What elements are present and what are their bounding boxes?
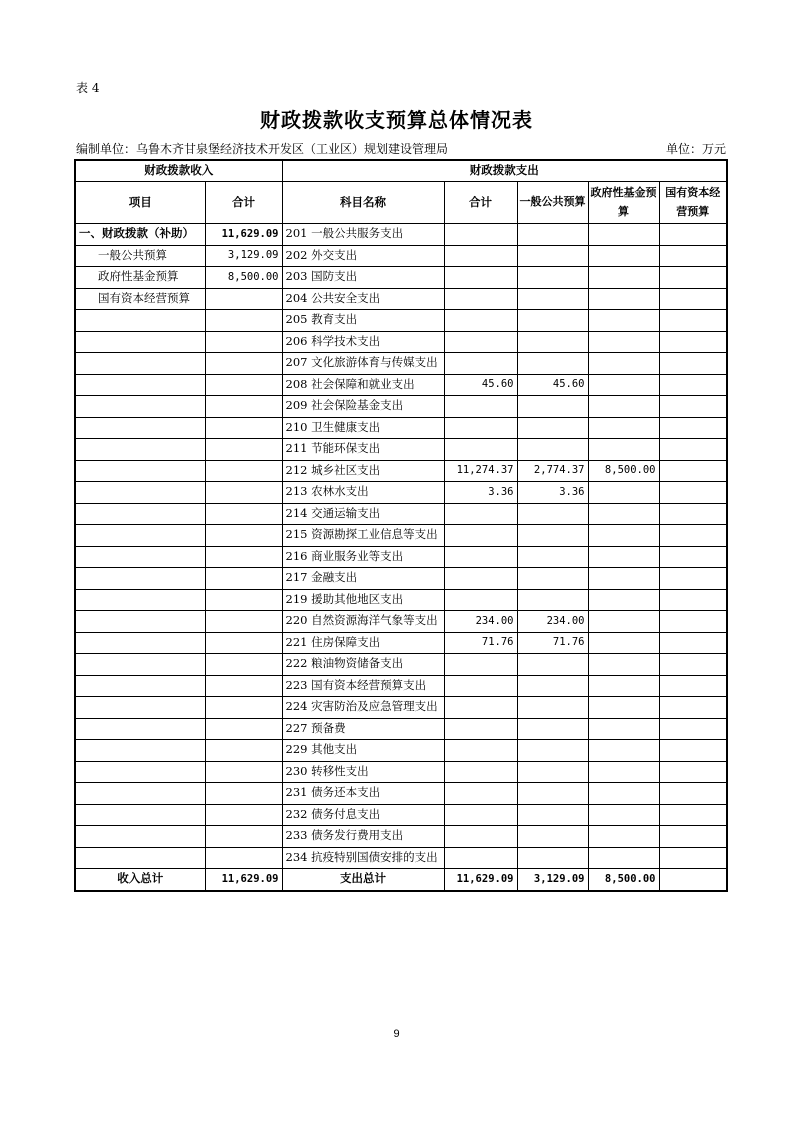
subject-cell: 207 文化旅游体育与传媒支出 <box>282 353 444 375</box>
general-budget-header: 一般公共预算 <box>517 182 588 224</box>
table-row <box>75 826 727 848</box>
state-capital-cell <box>659 654 727 676</box>
state-capital-cell <box>659 826 727 848</box>
expense-total-cell <box>444 525 517 547</box>
state-capital-cell <box>659 224 727 246</box>
item-total-cell <box>205 568 282 590</box>
subject-cell: 222 粮油物资储备支出 <box>282 654 444 676</box>
general-budget-cell <box>517 654 588 676</box>
fund-budget-cell <box>588 396 659 418</box>
fund-budget-cell: 8,500.00 <box>588 460 659 482</box>
state-capital-cell <box>659 353 727 375</box>
item-total-cell <box>205 847 282 869</box>
fund-budget-cell <box>588 847 659 869</box>
state-capital-cell <box>659 546 727 568</box>
item-cell <box>75 826 205 848</box>
expense-total-cell <box>444 783 517 805</box>
header-row-group <box>75 160 727 182</box>
unit-label: 单位：万元 <box>665 142 726 156</box>
item-total-cell <box>205 460 282 482</box>
item-cell <box>75 331 205 353</box>
general-budget-cell: 71.76 <box>517 632 588 654</box>
general-budget-cell <box>517 675 588 697</box>
totals-row <box>75 869 727 891</box>
subject-cell: 220 自然资源海洋气象等支出 <box>282 611 444 633</box>
general-budget-cell <box>517 847 588 869</box>
fund-budget-cell <box>588 245 659 267</box>
general-budget-cell <box>517 589 588 611</box>
expense-total-cell <box>444 503 517 525</box>
subject-cell: 206 科学技术支出 <box>282 331 444 353</box>
expense-total-cell: 45.60 <box>444 374 517 396</box>
fund-budget-cell <box>588 675 659 697</box>
state-capital-cell <box>659 675 727 697</box>
item-total-cell <box>205 761 282 783</box>
item-cell <box>75 761 205 783</box>
subject-cell: 232 债务付息支出 <box>282 804 444 826</box>
item-total-cell <box>205 503 282 525</box>
general-budget-cell <box>517 267 588 289</box>
state-capital-cell <box>659 761 727 783</box>
item-cell: 一、财政拨款（补助） <box>75 224 205 246</box>
expense-total-label: 支出总计 <box>282 869 444 891</box>
table-row <box>75 288 727 310</box>
item-total-cell <box>205 718 282 740</box>
fund-budget-cell <box>588 288 659 310</box>
expense-total-cell <box>444 288 517 310</box>
state-capital-cell <box>659 503 727 525</box>
table-row <box>75 267 727 289</box>
table-row <box>75 783 727 805</box>
item-cell: 国有资本经营预算 <box>75 288 205 310</box>
general-budget-cell <box>517 439 588 461</box>
expense-total-cell: 11,274.37 <box>444 460 517 482</box>
subject-cell: 211 节能环保支出 <box>282 439 444 461</box>
table-row <box>75 374 727 396</box>
item-total-cell: 8,500.00 <box>205 267 282 289</box>
income-group-header: 财政拨款收入 <box>75 160 282 182</box>
table-row <box>75 396 727 418</box>
income-total-label: 收入总计 <box>75 869 205 891</box>
table-row <box>75 804 727 826</box>
expense-total-cell <box>444 224 517 246</box>
item-header: 项目 <box>75 182 205 224</box>
expense-total-value: 11,629.09 <box>444 869 517 891</box>
org-label: 编制单位：乌鲁木齐甘泉堡经济技术开发区（工业区）规划建设管理局 <box>76 142 449 156</box>
item-cell <box>75 740 205 762</box>
item-total-cell <box>205 546 282 568</box>
general-budget-cell <box>517 783 588 805</box>
general-budget-cell <box>517 718 588 740</box>
item-cell <box>75 611 205 633</box>
subject-cell: 231 债务还本支出 <box>282 783 444 805</box>
subject-cell: 208 社会保障和就业支出 <box>282 374 444 396</box>
subject-cell: 213 农林水支出 <box>282 482 444 504</box>
expense-total-cell <box>444 245 517 267</box>
fund-budget-cell <box>588 783 659 805</box>
state-capital-cell <box>659 525 727 547</box>
fund-budget-cell <box>588 417 659 439</box>
general-budget-cell <box>517 396 588 418</box>
item-total-header: 合计 <box>205 182 282 224</box>
expense-total-cell: 234.00 <box>444 611 517 633</box>
subject-cell: 209 社会保险基金支出 <box>282 396 444 418</box>
table-row <box>75 740 727 762</box>
state-capital-cell <box>659 288 727 310</box>
state-capital-cell <box>659 697 727 719</box>
capital-total-value <box>659 869 727 891</box>
subject-cell: 217 金融支出 <box>282 568 444 590</box>
fund-budget-cell <box>588 353 659 375</box>
general-budget-cell <box>517 417 588 439</box>
state-capital-cell <box>659 439 727 461</box>
fund-budget-cell <box>588 482 659 504</box>
fund-budget-cell <box>588 224 659 246</box>
general-budget-cell <box>517 761 588 783</box>
fund-budget-cell <box>588 740 659 762</box>
table-row <box>75 761 727 783</box>
subject-cell: 202 外交支出 <box>282 245 444 267</box>
fund-budget-cell <box>588 525 659 547</box>
table-row <box>75 331 727 353</box>
general-budget-cell <box>517 503 588 525</box>
expense-total-cell <box>444 675 517 697</box>
table-row <box>75 546 727 568</box>
subject-cell: 210 卫生健康支出 <box>282 417 444 439</box>
state-capital-cell <box>659 611 727 633</box>
general-budget-cell <box>517 546 588 568</box>
subject-cell: 233 债务发行费用支出 <box>282 826 444 848</box>
state-capital-cell <box>659 331 727 353</box>
item-cell <box>75 847 205 869</box>
state-capital-header: 国有资本经营预算 <box>659 182 727 224</box>
subject-cell: 229 其他支出 <box>282 740 444 762</box>
item-total-cell <box>205 439 282 461</box>
item-cell <box>75 525 205 547</box>
table-row <box>75 525 727 547</box>
expense-total-cell <box>444 654 517 676</box>
state-capital-cell <box>659 783 727 805</box>
table-row <box>75 675 727 697</box>
expense-total-cell <box>444 847 517 869</box>
state-capital-cell <box>659 267 727 289</box>
item-total-cell <box>205 353 282 375</box>
item-cell <box>75 568 205 590</box>
fund-budget-cell <box>588 546 659 568</box>
table-row <box>75 718 727 740</box>
state-capital-cell <box>659 847 727 869</box>
item-cell <box>75 310 205 332</box>
table-row <box>75 417 727 439</box>
expense-total-cell <box>444 826 517 848</box>
item-total-cell <box>205 611 282 633</box>
item-cell <box>75 439 205 461</box>
table-row <box>75 439 727 461</box>
item-cell <box>75 654 205 676</box>
fund-budget-cell <box>588 761 659 783</box>
table-row <box>75 482 727 504</box>
state-capital-cell <box>659 740 727 762</box>
state-capital-cell <box>659 396 727 418</box>
general-budget-cell <box>517 288 588 310</box>
general-budget-cell: 2,774.37 <box>517 460 588 482</box>
item-cell <box>75 804 205 826</box>
table-row <box>75 568 727 590</box>
page-title: 财政拨款收支预算总体情况表 <box>260 108 533 132</box>
subject-cell: 224 灾害防治及应急管理支出 <box>282 697 444 719</box>
item-total-cell <box>205 697 282 719</box>
expense-total-cell <box>444 267 517 289</box>
general-budget-cell <box>517 804 588 826</box>
expense-total-cell <box>444 331 517 353</box>
general-budget-cell <box>517 310 588 332</box>
general-budget-cell: 3.36 <box>517 482 588 504</box>
subject-cell: 221 住房保障支出 <box>282 632 444 654</box>
table-row <box>75 611 727 633</box>
general-budget-cell <box>517 353 588 375</box>
item-cell <box>75 718 205 740</box>
fund-budget-cell <box>588 374 659 396</box>
expense-total-cell <box>444 568 517 590</box>
fund-budget-cell <box>588 632 659 654</box>
subject-cell: 201 一般公共服务支出 <box>282 224 444 246</box>
expense-total-cell <box>444 761 517 783</box>
subject-cell: 214 交通运输支出 <box>282 503 444 525</box>
general-budget-cell <box>517 331 588 353</box>
fund-budget-cell <box>588 718 659 740</box>
fund-budget-cell <box>588 267 659 289</box>
state-capital-cell <box>659 589 727 611</box>
general-total-value: 3,129.09 <box>517 869 588 891</box>
subject-cell: 216 商业服务业等支出 <box>282 546 444 568</box>
table-row <box>75 697 727 719</box>
state-capital-cell <box>659 632 727 654</box>
table-row <box>75 310 727 332</box>
subject-cell: 205 教育支出 <box>282 310 444 332</box>
fund-budget-cell <box>588 503 659 525</box>
general-budget-cell <box>517 740 588 762</box>
expense-total-cell <box>444 697 517 719</box>
item-total-cell <box>205 374 282 396</box>
state-capital-cell <box>659 568 727 590</box>
table-row <box>75 460 727 482</box>
item-total-cell <box>205 525 282 547</box>
item-cell <box>75 589 205 611</box>
income-total-value: 11,629.09 <box>205 869 282 891</box>
fund-budget-cell <box>588 654 659 676</box>
item-total-cell <box>205 740 282 762</box>
table-row <box>75 847 727 869</box>
fund-budget-cell <box>588 568 659 590</box>
subject-header: 科目名称 <box>282 182 444 224</box>
general-budget-cell <box>517 245 588 267</box>
item-total-cell <box>205 826 282 848</box>
item-cell <box>75 396 205 418</box>
fund-budget-cell <box>588 310 659 332</box>
fund-budget-cell <box>588 826 659 848</box>
item-total-cell <box>205 783 282 805</box>
expense-total-cell <box>444 417 517 439</box>
item-cell <box>75 503 205 525</box>
state-capital-cell <box>659 804 727 826</box>
item-total-cell <box>205 310 282 332</box>
item-cell <box>75 460 205 482</box>
general-budget-cell: 234.00 <box>517 611 588 633</box>
state-capital-cell <box>659 245 727 267</box>
subject-cell: 230 转移性支出 <box>282 761 444 783</box>
subject-cell: 227 预备费 <box>282 718 444 740</box>
expense-total-cell <box>444 310 517 332</box>
fund-budget-header: 政府性基金预算 <box>588 182 659 224</box>
table-row <box>75 353 727 375</box>
expense-total-cell: 71.76 <box>444 632 517 654</box>
exp-total-header: 合计 <box>444 182 517 224</box>
item-total-cell <box>205 654 282 676</box>
fund-budget-cell <box>588 331 659 353</box>
table-row <box>75 632 727 654</box>
expense-total-cell <box>444 439 517 461</box>
fund-budget-cell <box>588 804 659 826</box>
fund-budget-cell <box>588 439 659 461</box>
subject-cell: 215 资源勘探工业信息等支出 <box>282 525 444 547</box>
item-cell <box>75 417 205 439</box>
item-total-cell <box>205 675 282 697</box>
state-capital-cell <box>659 460 727 482</box>
item-total-cell <box>205 288 282 310</box>
item-cell: 政府性基金预算 <box>75 267 205 289</box>
subject-cell: 204 公共安全支出 <box>282 288 444 310</box>
item-cell <box>75 783 205 805</box>
expense-total-cell: 3.36 <box>444 482 517 504</box>
state-capital-cell <box>659 718 727 740</box>
state-capital-cell <box>659 310 727 332</box>
item-cell <box>75 374 205 396</box>
subject-cell: 223 国有资本经营预算支出 <box>282 675 444 697</box>
item-total-cell: 11,629.09 <box>205 224 282 246</box>
item-total-cell <box>205 589 282 611</box>
general-budget-cell <box>517 525 588 547</box>
general-budget-cell <box>517 697 588 719</box>
item-cell: 一般公共预算 <box>75 245 205 267</box>
expense-total-cell <box>444 589 517 611</box>
general-budget-cell <box>517 224 588 246</box>
table-row <box>75 245 727 267</box>
state-capital-cell <box>659 482 727 504</box>
item-cell <box>75 632 205 654</box>
expense-total-cell <box>444 353 517 375</box>
budget-table <box>74 159 728 892</box>
table-number: 表 4 <box>76 81 100 95</box>
general-budget-cell <box>517 568 588 590</box>
fund-budget-cell <box>588 697 659 719</box>
subject-cell: 212 城乡社区支出 <box>282 460 444 482</box>
item-cell <box>75 353 205 375</box>
fund-budget-cell <box>588 611 659 633</box>
subject-cell: 203 国防支出 <box>282 267 444 289</box>
table-row <box>75 654 727 676</box>
item-total-cell <box>205 396 282 418</box>
general-budget-cell <box>517 826 588 848</box>
item-cell <box>75 546 205 568</box>
item-total-cell: 3,129.09 <box>205 245 282 267</box>
table-row <box>75 224 727 246</box>
state-capital-cell <box>659 374 727 396</box>
fund-total-value: 8,500.00 <box>588 869 659 891</box>
general-budget-cell: 45.60 <box>517 374 588 396</box>
item-cell <box>75 675 205 697</box>
item-cell <box>75 697 205 719</box>
expense-total-cell <box>444 546 517 568</box>
header-row-columns <box>75 182 727 224</box>
item-total-cell <box>205 804 282 826</box>
fund-budget-cell <box>588 589 659 611</box>
expense-total-cell <box>444 718 517 740</box>
expense-total-cell <box>444 396 517 418</box>
state-capital-cell <box>659 417 727 439</box>
item-total-cell <box>205 482 282 504</box>
item-cell <box>75 482 205 504</box>
item-total-cell <box>205 632 282 654</box>
table-row <box>75 503 727 525</box>
expense-total-cell <box>444 740 517 762</box>
item-total-cell <box>205 417 282 439</box>
subject-cell: 219 援助其他地区支出 <box>282 589 444 611</box>
expense-group-header: 财政拨款支出 <box>282 160 727 182</box>
expense-total-cell <box>444 804 517 826</box>
table-row <box>75 589 727 611</box>
item-total-cell <box>205 331 282 353</box>
page-number: 9 <box>393 1028 400 1040</box>
subject-cell: 234 抗疫特别国债安排的支出 <box>282 847 444 869</box>
